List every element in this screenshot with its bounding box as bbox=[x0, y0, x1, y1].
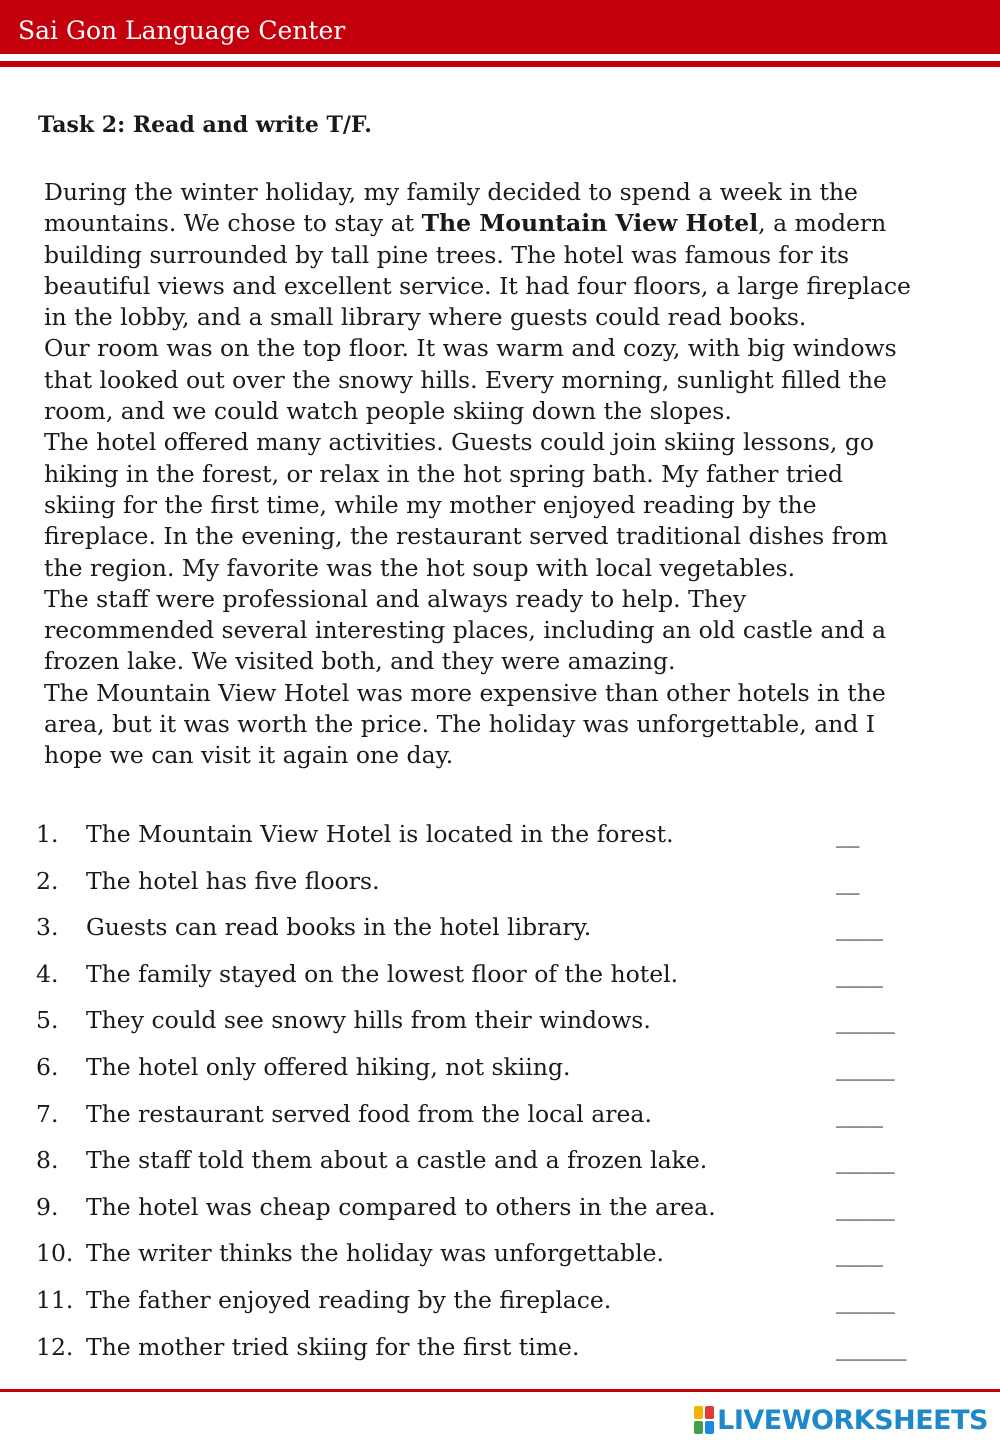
question-item bbox=[36, 861, 936, 908]
task-title: Task 2: Read and write T/F. bbox=[38, 112, 372, 138]
question-text: Guests can read books in the hotel library. bbox=[86, 913, 592, 942]
question-number: 2. bbox=[36, 866, 59, 895]
passage-paragraph: The Mountain View Hotel was more expensive than other hotels in the area, but it was worth the price. The holiday was unforgettable, and I hope we can visit it again one day. bbox=[44, 678, 886, 770]
question-number: 12. bbox=[36, 1332, 74, 1361]
hotel-name: The Mountain View Hotel bbox=[421, 209, 759, 238]
question-item bbox=[36, 954, 936, 1001]
question-item bbox=[36, 1047, 936, 1094]
header-divider bbox=[0, 61, 1000, 67]
question-text: They could see snowy hills from their windows. bbox=[86, 1006, 651, 1035]
question-text: The father enjoyed reading by the fireplace. bbox=[86, 1285, 612, 1314]
question-number: 3. bbox=[36, 913, 59, 942]
question-number: 8. bbox=[36, 1146, 59, 1175]
brand-name: LIVEWORKSHEETS bbox=[717, 1404, 988, 1436]
question-item bbox=[36, 1280, 936, 1327]
question-text: The hotel has five floors. bbox=[86, 866, 380, 895]
footer-divider bbox=[0, 1389, 1000, 1392]
answer-blank[interactable]: ______ bbox=[836, 1332, 907, 1361]
answer-blank[interactable]: __ bbox=[836, 866, 860, 895]
answer-blank[interactable]: _____ bbox=[836, 1285, 895, 1314]
question-number: 11. bbox=[36, 1285, 74, 1314]
question-text: The family stayed on the lowest floor of the hotel. bbox=[86, 959, 679, 988]
passage-paragraph: The staff were professional and always ready to help. They recommended several interesting places, including an old castle and a frozen lake. We visited both, and they were amazing. bbox=[44, 584, 887, 676]
answer-blank[interactable]: ____ bbox=[836, 1099, 883, 1128]
question-number: 10. bbox=[36, 1239, 74, 1268]
question-number: 5. bbox=[36, 1006, 59, 1035]
answer-blank[interactable]: _____ bbox=[836, 1006, 895, 1035]
question-text: The hotel was cheap compared to others in the area. bbox=[86, 1192, 716, 1221]
question-item bbox=[36, 1233, 936, 1280]
passage-paragraph: The hotel offered many activities. Guests could join skiing lessons, go hiking in the forest, or relax in the hot spring bath. My father tried skiing for the first time, while my mother enjoyed reading by the fireplace. In the evening, the restaurant served traditional dishes from the region. My favorite was the hot soup with local vegetables. bbox=[44, 428, 889, 582]
question-number: 7. bbox=[36, 1099, 59, 1128]
passage-paragraph: Our room was on the top floor. It was warm and cozy, with big windows that looked out over the snowy hills. Every morning, sunlight filled the room, and we could watch people skiing down the slopes. bbox=[44, 334, 897, 426]
answer-blank[interactable]: _____ bbox=[836, 1192, 895, 1221]
header-bar bbox=[0, 0, 1000, 54]
passage-paragraph: During the winter holiday, my family decided to spend a week in the mountains. We chose to stay at The Mountain View Hotel, a modern building surrounded by tall pine trees. The hotel was famous for its beautiful views and excellent service. It had four floors, a large fireplace in the lobby, and a small library where guests could read books. bbox=[44, 178, 911, 332]
question-item bbox=[36, 1140, 936, 1187]
answer-blank[interactable]: ____ bbox=[836, 959, 883, 988]
question-item bbox=[36, 907, 936, 954]
question-item bbox=[36, 1094, 936, 1141]
question-text: The writer thinks the holiday was unforgettable. bbox=[86, 1239, 664, 1268]
question-number: 6. bbox=[36, 1052, 59, 1081]
answer-blank[interactable]: _____ bbox=[836, 1052, 895, 1081]
question-number: 9. bbox=[36, 1192, 59, 1221]
answer-blank[interactable]: _____ bbox=[836, 1146, 895, 1175]
question-number: 4. bbox=[36, 959, 59, 988]
question-text: The Mountain View Hotel is located in the forest. bbox=[86, 820, 674, 848]
answer-blank[interactable]: ____ bbox=[836, 1239, 883, 1268]
question-item bbox=[36, 1000, 936, 1047]
question-number: 1. bbox=[36, 820, 59, 848]
question-item bbox=[36, 814, 936, 861]
question-text: The mother tried skiing for the first time. bbox=[86, 1332, 580, 1361]
question-list bbox=[36, 814, 936, 1373]
header-title: Sai Gon Language Center bbox=[18, 16, 346, 45]
question-item bbox=[36, 1327, 936, 1374]
reading-passage bbox=[44, 177, 984, 772]
question-text: The staff told them about a castle and a frozen lake. bbox=[86, 1146, 708, 1175]
answer-blank[interactable]: __ bbox=[836, 820, 860, 848]
question-text: The hotel only offered hiking, not skiing. bbox=[86, 1052, 571, 1081]
question-text: The restaurant served food from the local area. bbox=[86, 1099, 652, 1128]
liveworksheets-logo[interactable] bbox=[694, 1402, 988, 1438]
liveworksheets-icon bbox=[694, 1406, 714, 1434]
question-item bbox=[36, 1187, 936, 1234]
answer-blank[interactable]: ____ bbox=[836, 913, 883, 942]
